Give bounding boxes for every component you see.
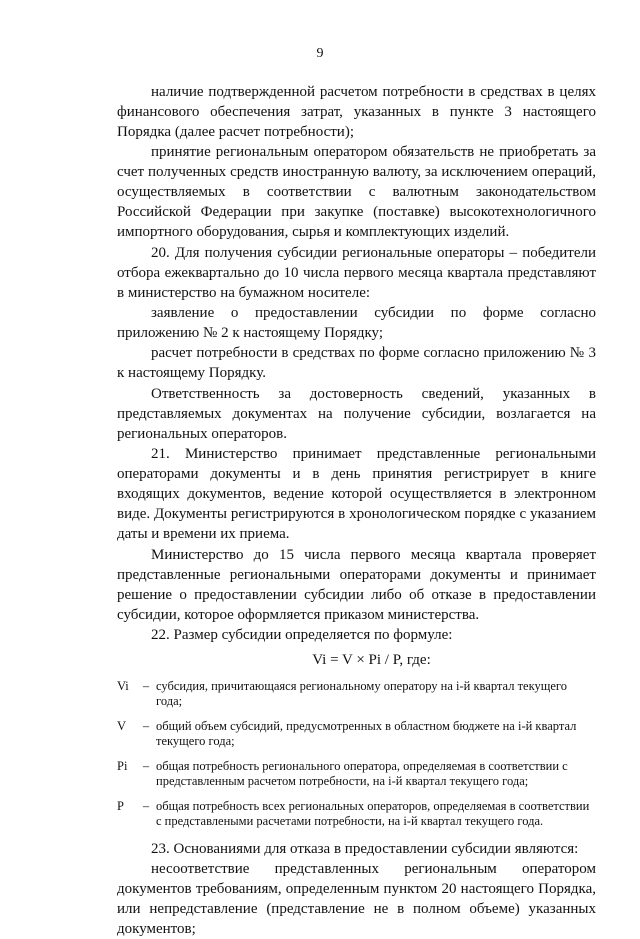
legend-row — [117, 679, 596, 709]
legend-dash: – — [142, 679, 150, 693]
legend-description: общая потребность регионального оператора, определяемая в соответствии с представленным расчетом потребности, на i-й квартал текущего года; — [156, 759, 568, 788]
paragraph: наличие подтвержденной расчетом потребности в средствах в целях финансового обеспечения затрат, указанных в пункте 3 настоящего Порядка (далее расчет потребности); — [117, 84, 596, 140]
formula: Vi = V × Pi / P, где: — [312, 652, 431, 668]
legend-symbol: V — [117, 719, 127, 733]
legend-description: субсидия, причитающаяся региональному оператору на i-й квартал текущего года; — [156, 679, 567, 708]
legend-dash: – — [142, 799, 150, 813]
legend-symbol: Pi — [117, 759, 128, 773]
page-number: 9 — [316, 46, 324, 61]
paragraph: расчет потребности в средствах по форме согласно приложению № 3 к настоящему Порядку. — [117, 345, 596, 381]
legend-symbol: Vi — [117, 679, 129, 693]
formula-legend — [117, 679, 596, 829]
paragraph: 22. Размер субсидии определяется по формуле: — [151, 627, 453, 643]
legend-row — [117, 759, 596, 789]
paragraph: Министерство до 15 числа первого месяца квартала проверяет представленные региональными операторами документы и принимает решение о предоставлении субсидии либо об отказе в предоставлении субсидии, которое оформляется приказом министерства. — [117, 547, 596, 623]
paragraph: 20. Для получения субсидии региональные операторы – победители отбора ежеквартально до 10 числа первого месяца квартала представляют в министерство на бумажном носителе: — [117, 245, 596, 301]
paragraph: 21. Министерство принимает представленные региональными операторами документы и в день принятия регистрирует в книге входящих документов, ведение которой осуществляется в электронном виде. Документы регистрируются в хронологическом порядке с указанием даты и времени их приема. — [117, 446, 596, 542]
paragraph: заявление о предоставлении субсидии по форме согласно приложению № 2 к настоящему Порядку; — [117, 305, 596, 341]
legend-dash: – — [142, 759, 150, 773]
legend-symbol: P — [117, 799, 124, 813]
legend-description: общая потребность всех региональных операторов, определяемая в соответствии с представлеными расчетами потребности, на i-й квартал текущего года. — [156, 799, 590, 828]
document-body — [117, 82, 596, 939]
paragraph: принятие региональным оператором обязательств не приобретать за счет полученных средств иностранную валюту, за исключением операций, осуществляемых в соответствии с валютным законодательством Российской Федерации при закупке (поставке) высокотехнологичного импортного оборудования, сырья и комплектующих изделий. — [117, 144, 596, 240]
legend-row — [117, 719, 596, 749]
legend-description: общий объем субсидий, предусмотренных в областном бюджете на i-й квартал текущего года; — [156, 719, 577, 748]
paragraph: 23. Основаниями для отказа в предоставлении субсидии являются: — [151, 841, 579, 857]
paragraph: Ответственность за достоверность сведений, указанных в представляемых документах на получение субсидии, возлагается на региональных операторов. — [117, 386, 596, 442]
legend-row — [117, 799, 596, 829]
legend-dash: – — [142, 719, 150, 733]
paragraph: несоответствие представленных региональным оператором документов требованиям, определенным пунктом 20 настоящего Порядка, или непредставление (представление не в полном объеме) указанных документов; — [117, 861, 596, 937]
